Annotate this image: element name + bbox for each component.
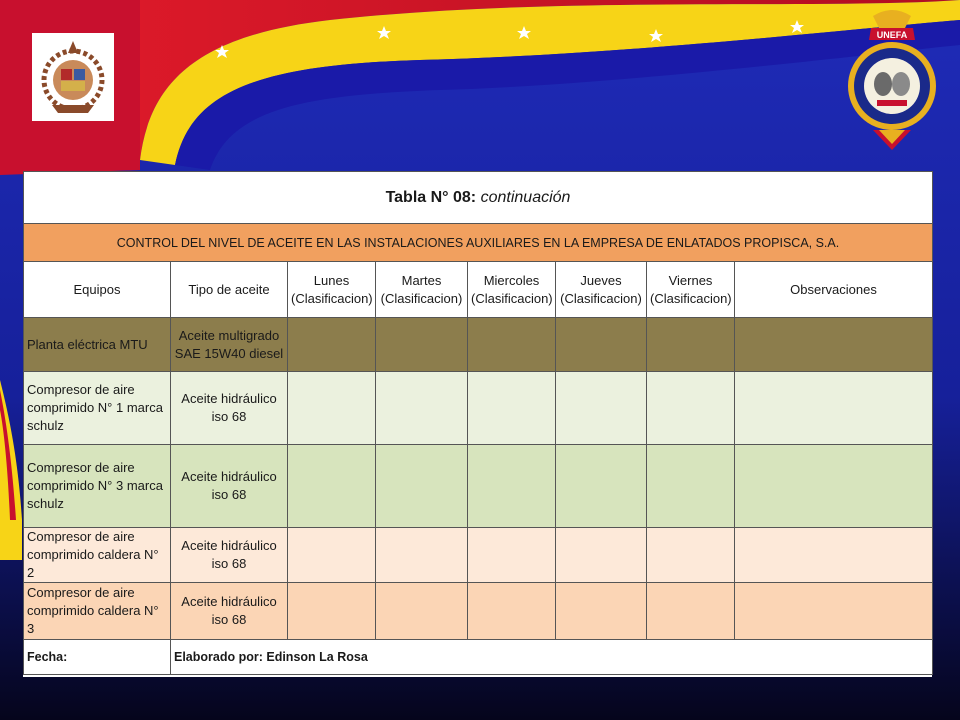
header-lunes xyxy=(288,262,376,318)
cell-lunes xyxy=(288,372,376,445)
table-footer-row xyxy=(24,640,933,675)
unefa-seal-icon xyxy=(843,6,941,156)
header-miercoles xyxy=(468,262,556,318)
cell-martes xyxy=(376,372,468,445)
header-viernes-sub: (Clasificacion) xyxy=(650,290,732,306)
cell-tipo-aceite: Aceite hidráulico iso 68 xyxy=(171,583,288,640)
header-jueves xyxy=(556,262,647,318)
cell-miercoles xyxy=(468,528,556,583)
coat-of-arms-logo xyxy=(32,33,114,121)
unefa-seal-logo xyxy=(843,6,941,156)
cell-tipo-aceite: Aceite hidráulico iso 68 xyxy=(171,372,288,445)
table-row xyxy=(24,583,933,640)
cell-observaciones xyxy=(735,583,933,640)
oil-control-table-card xyxy=(23,171,932,677)
header-viernes xyxy=(647,262,735,318)
cell-observaciones xyxy=(735,445,933,528)
cell-observaciones xyxy=(735,318,933,372)
oil-control-table xyxy=(23,171,933,675)
cell-miercoles xyxy=(468,372,556,445)
table-banner: CONTROL DEL NIVEL DE ACEITE EN LAS INSTALACIONES AUXILIARES EN LA EMPRESA DE ENLATADOS PROPISCA, S.A. xyxy=(24,224,933,262)
header-miercoles-sub: (Clasificacion) xyxy=(471,290,553,306)
cell-jueves xyxy=(556,372,647,445)
cell-miercoles xyxy=(468,445,556,528)
cell-equipo: Compresor de aire comprimido caldera N° 2 xyxy=(24,528,171,583)
cell-equipo: Compresor de aire comprimido caldera N° 3 xyxy=(24,583,171,640)
cell-jueves xyxy=(556,528,647,583)
table-row xyxy=(24,372,933,445)
table-banner-row xyxy=(24,224,933,262)
unefa-text: UNEFA xyxy=(876,30,908,40)
header-martes xyxy=(376,262,468,318)
header-tipo-aceite: Tipo de aceite xyxy=(171,262,288,318)
header-miercoles-label: Miercoles xyxy=(483,272,540,288)
table-row xyxy=(24,445,933,528)
header-equipos: Equipos xyxy=(24,262,171,318)
header-jueves-sub: (Clasificacion) xyxy=(560,290,642,306)
table-header-row xyxy=(24,262,933,318)
cell-martes xyxy=(376,318,468,372)
cell-miercoles xyxy=(468,318,556,372)
cell-observaciones xyxy=(735,528,933,583)
table-row xyxy=(24,528,933,583)
cell-tipo-aceite: Aceite hidráulico iso 68 xyxy=(171,528,288,583)
footer-fecha: Fecha: xyxy=(24,640,171,675)
table-title-row xyxy=(24,172,933,224)
cell-tipo-aceite: Aceite multigrado SAE 15W40 diesel xyxy=(171,318,288,372)
cell-equipo: Compresor de aire comprimido N° 1 marca schulz xyxy=(24,372,171,445)
cell-viernes xyxy=(647,445,735,528)
header-observaciones: Observaciones xyxy=(735,262,933,318)
emblem-icon xyxy=(32,33,114,121)
cell-jueves xyxy=(556,583,647,640)
cell-lunes xyxy=(288,583,376,640)
cell-equipo: Planta eléctrica MTU xyxy=(24,318,171,372)
cell-viernes xyxy=(647,372,735,445)
header-jueves-label: Jueves xyxy=(580,272,622,288)
table-title-number: Tabla N° 08: xyxy=(385,188,477,206)
header-martes-label: Martes xyxy=(401,272,442,288)
cell-martes xyxy=(376,445,468,528)
cell-lunes xyxy=(288,445,376,528)
cell-lunes xyxy=(288,528,376,583)
cell-viernes xyxy=(647,583,735,640)
cell-tipo-aceite: Aceite hidráulico iso 68 xyxy=(171,445,288,528)
table-row xyxy=(24,318,933,372)
cell-miercoles xyxy=(468,583,556,640)
header-martes-sub: (Clasificacion) xyxy=(380,290,463,306)
cell-jueves xyxy=(556,318,647,372)
cell-lunes xyxy=(288,318,376,372)
cell-viernes xyxy=(647,318,735,372)
cell-observaciones xyxy=(735,372,933,445)
cell-equipo: Compresor de aire comprimido N° 3 marca schulz xyxy=(24,445,171,528)
header-viernes-label: Viernes xyxy=(668,272,713,288)
table-title-continuation: continuación xyxy=(480,188,571,206)
cell-martes xyxy=(376,528,468,583)
table-title xyxy=(24,172,933,224)
cell-martes xyxy=(376,583,468,640)
footer-elaborado-por: Elaborado por: Edinson La Rosa xyxy=(171,640,933,675)
header-lunes-label: Lunes xyxy=(313,272,350,288)
header-lunes-sub: (Clasificacion) xyxy=(291,290,373,306)
cell-jueves xyxy=(556,445,647,528)
cell-viernes xyxy=(647,528,735,583)
